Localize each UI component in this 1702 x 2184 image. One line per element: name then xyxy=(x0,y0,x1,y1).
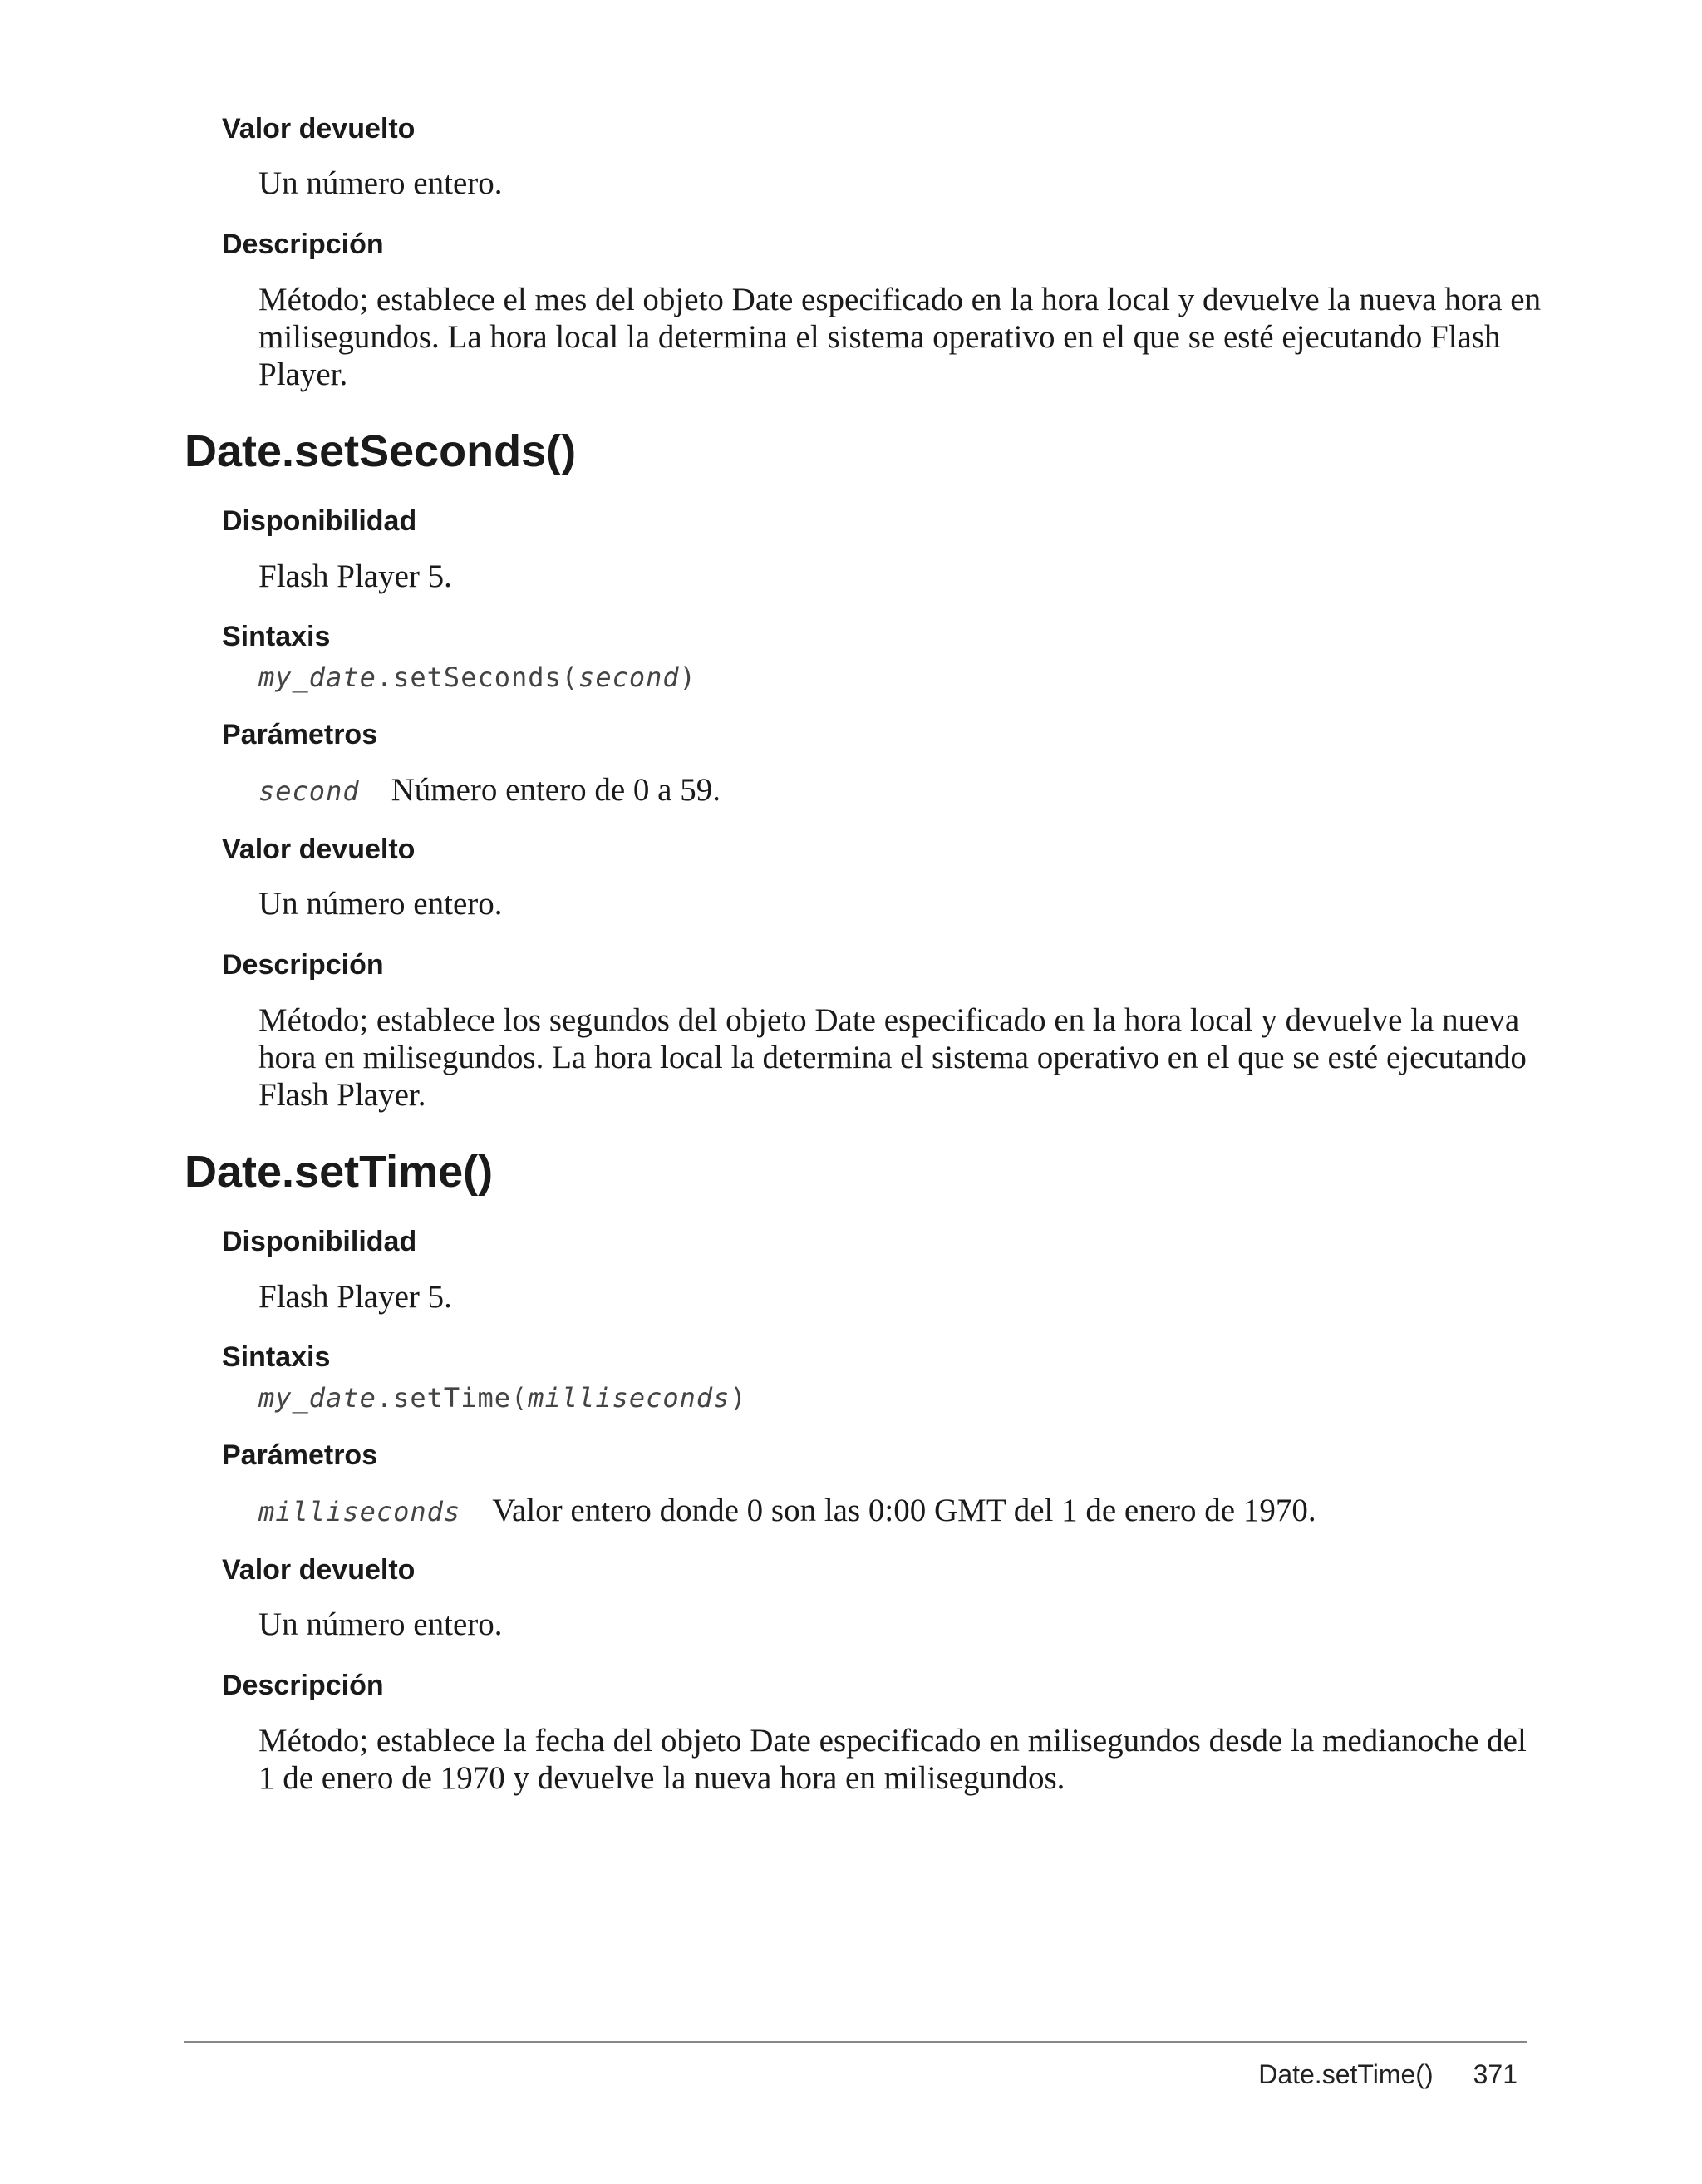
parameter-description: Valor entero donde 0 son las 0:00 GMT del 1 de enero de 1970. xyxy=(492,1493,1316,1528)
description-line: Método; establece el mes del objeto Date especificado en la hora local y devuelve la nueva hora en xyxy=(258,282,1542,317)
availability-text: Flash Player 5. xyxy=(258,1279,452,1315)
description-heading: Descripción xyxy=(222,1670,384,1701)
section-title-setseconds: Date.setSeconds() xyxy=(184,426,577,476)
return-text: Un número entero. xyxy=(258,886,503,922)
footer-section-name: Date.setTime() xyxy=(1258,2059,1434,2089)
parameter-name: second xyxy=(258,775,360,807)
description-line: 1 de enero de 1970 y devuelve la nueva hora en milisegundos. xyxy=(258,1760,1065,1796)
parameter-name: milliseconds xyxy=(258,1496,461,1527)
parameters-heading: Parámetros xyxy=(222,719,378,750)
description-line: Método; establece la fecha del objeto Date especificado en milisegundos desde la medianoche del xyxy=(258,1723,1527,1759)
parameter-row xyxy=(258,771,721,809)
return-heading: Valor devuelto xyxy=(222,834,416,865)
return-text: Un número entero. xyxy=(258,165,503,201)
syntax-heading: Sintaxis xyxy=(222,621,331,652)
return-text: Un número entero. xyxy=(258,1606,503,1642)
description-heading: Descripción xyxy=(222,949,384,981)
parameter-description: Número entero de 0 a 59. xyxy=(391,772,721,808)
description-line: hora en milisegundos. La hora local la determina el sistema operativo en el que se esté ejecutando xyxy=(258,1040,1527,1075)
return-heading: Valor devuelto xyxy=(222,1554,416,1586)
availability-heading: Disponibilidad xyxy=(222,505,417,537)
parameters-heading: Parámetros xyxy=(222,1439,378,1471)
description-line: Player. xyxy=(258,357,348,392)
availability-text: Flash Player 5. xyxy=(258,558,452,594)
return-heading: Valor devuelto xyxy=(222,113,416,145)
availability-heading: Disponibilidad xyxy=(222,1226,417,1257)
description-heading: Descripción xyxy=(222,229,384,260)
syntax-code: my_date.setTime(milliseconds) xyxy=(258,1382,747,1414)
section-title-settime: Date.setTime() xyxy=(184,1147,494,1197)
description-line: Flash Player. xyxy=(258,1077,426,1113)
page-footer xyxy=(1258,2059,1518,2090)
parameter-row xyxy=(258,1492,1316,1529)
syntax-code: my_date.setSeconds(second) xyxy=(258,662,696,693)
page-number: 371 xyxy=(1473,2059,1518,2089)
description-line: milisegundos. La hora local la determina el sistema operativo en el que se esté ejecutando Flash xyxy=(258,319,1501,355)
syntax-heading: Sintaxis xyxy=(222,1341,331,1373)
footer-rule xyxy=(184,2041,1527,2043)
description-line: Método; establece los segundos del objeto Date especificado en la hora local y devuelve la nueva xyxy=(258,1002,1520,1038)
